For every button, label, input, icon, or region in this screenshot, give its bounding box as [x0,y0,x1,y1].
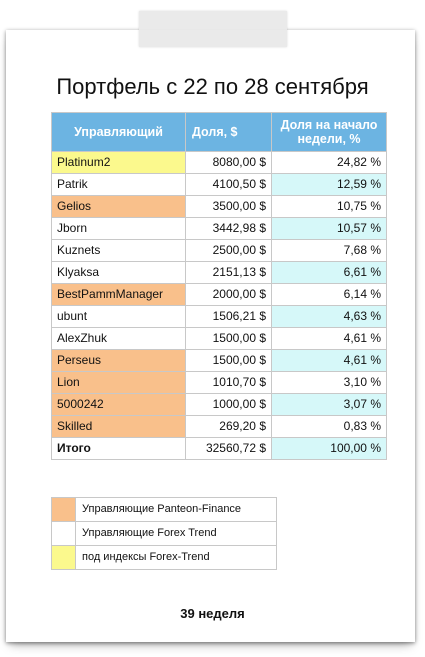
amount-cell: 3500,00 $ [186,196,272,218]
total-amount-cell: 32560,72 $ [186,438,272,460]
share-cell: 0,83 % [272,416,387,438]
amount-cell: 4100,50 $ [186,174,272,196]
legend-label: Управляющие Panteon-Finance [76,498,277,521]
week-label: 39 неделя [180,606,245,621]
table-row [52,350,387,372]
manager-name-cell: Platinum2 [52,152,186,174]
manager-name-cell: Perseus [52,350,186,372]
manager-name-cell: Kuznets [52,240,186,262]
amount-cell: 1500,00 $ [186,328,272,350]
share-cell: 4,61 % [272,328,387,350]
amount-cell: 2500,00 $ [186,240,272,262]
amount-cell: 269,20 $ [186,416,272,438]
manager-name-cell: Patrik [52,174,186,196]
amount-cell: 1506,21 $ [186,306,272,328]
share-cell: 10,57 % [272,218,387,240]
share-cell: 24,82 % [272,152,387,174]
legend-swatch [51,498,76,521]
share-cell: 6,61 % [272,262,387,284]
table-row [52,284,387,306]
manager-name-cell: BestPammManager [52,284,186,306]
tape-strip [139,11,287,47]
total-row [52,438,387,460]
manager-name-cell: AlexZhuk [52,328,186,350]
share-cell: 3,07 % [272,394,387,416]
amount-cell: 1010,70 $ [186,372,272,394]
legend-swatch [51,546,76,569]
manager-name-cell: Klyaksa [52,262,186,284]
table-row [52,328,387,350]
share-cell: 4,63 % [272,306,387,328]
legend-label: Управляющие Forex Trend [76,522,277,545]
share-cell: 4,61 % [272,350,387,372]
table-row [52,416,387,438]
manager-name-cell: Jborn [52,218,186,240]
manager-name-cell: Lion [52,372,186,394]
share-cell: 6,14 % [272,284,387,306]
total-label-cell: Итого [52,438,186,460]
share-cell: 10,75 % [272,196,387,218]
table-row [52,174,387,196]
manager-name-cell: ubunt [52,306,186,328]
amount-cell: 3442,98 $ [186,218,272,240]
table-row [52,196,387,218]
share-cell: 12,59 % [272,174,387,196]
manager-name-cell: 5000242 [52,394,186,416]
table-row [52,240,387,262]
amount-cell: 1500,00 $ [186,350,272,372]
share-cell: 3,10 % [272,372,387,394]
share-cell: 7,68 % [272,240,387,262]
manager-name-cell: Skilled [52,416,186,438]
header-share: Доля на начало недели, % [272,113,387,152]
table-row [52,152,387,174]
legend-item [51,522,277,546]
amount-cell: 1000,00 $ [186,394,272,416]
legend-label: под индексы Forex-Trend [76,546,277,569]
legend-swatch [51,522,76,545]
table-row [52,262,387,284]
manager-name-cell: Gelios [52,196,186,218]
table-row [52,394,387,416]
legend [51,497,277,570]
portfolio-table [51,112,387,460]
header-amount: Доля, $ [186,113,272,152]
page-title: Портфель с 22 по 28 сентября [56,74,369,99]
table-row [52,218,387,240]
amount-cell: 2151,13 $ [186,262,272,284]
table-row [52,306,387,328]
legend-item [51,497,277,522]
total-share-cell: 100,00 % [272,438,387,460]
table-header-row [52,113,387,152]
legend-item [51,546,277,570]
header-manager: Управляющий [52,113,186,152]
table-row [52,372,387,394]
amount-cell: 2000,00 $ [186,284,272,306]
amount-cell: 8080,00 $ [186,152,272,174]
